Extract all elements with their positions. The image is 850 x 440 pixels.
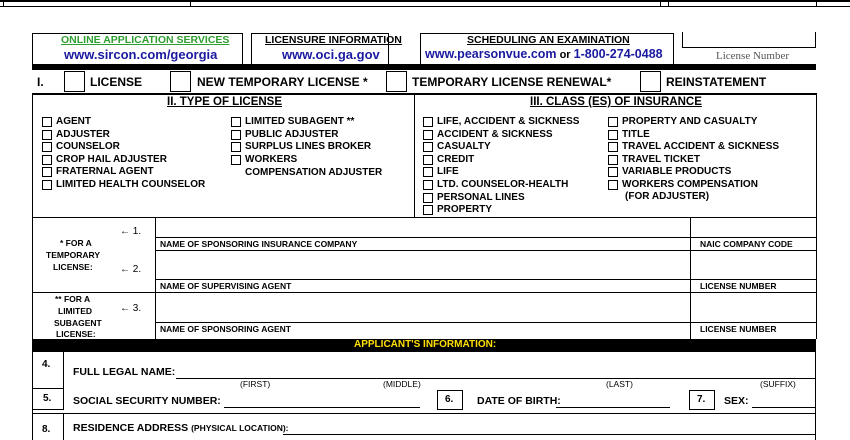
license-type-checkbox[interactable] (42, 117, 52, 127)
insurance-class-checkbox[interactable] (608, 155, 618, 165)
license-type-label: PUBLIC ADJUSTER (245, 128, 339, 140)
full-legal-name-label: FULL LEGAL NAME: (73, 366, 176, 378)
insurance-class-label: PERSONAL LINES (437, 191, 525, 203)
temp-license-note-2: TEMPORARY (46, 250, 100, 260)
field-line (752, 407, 816, 408)
top-divider (190, 0, 191, 7)
insurance-class-label: TRAVEL TICKET (622, 153, 700, 165)
arrow-1: ← 1. (120, 226, 142, 237)
naic-code-input[interactable] (691, 218, 816, 238)
sponsoring-company-label: NAME OF SPONSORING INSURANCE COMPANY (160, 239, 358, 249)
section1-roman: I. (37, 75, 44, 89)
temp-renewal-label: TEMPORARY LICENSE RENEWAL* (412, 75, 612, 89)
license-type-checkbox[interactable] (42, 167, 52, 177)
insurance-class-label: CASUALTY (437, 141, 491, 153)
insurance-class-checkbox[interactable] (423, 193, 433, 203)
sponsoring-agent-input[interactable] (156, 293, 690, 323)
row-number-5: 5. (43, 393, 52, 404)
reinstatement-label: REINSTATEMENT (666, 75, 767, 89)
online-services-box (32, 33, 243, 66)
new-temp-license-label: NEW TEMPORARY LICENSE * (197, 75, 368, 89)
license-number-input[interactable] (682, 32, 816, 48)
insurance-class-label: LIFE (437, 166, 459, 178)
license-type-label: AGENT (56, 116, 91, 127)
sex-label: SEX: (724, 395, 749, 407)
license-type-checkbox[interactable] (231, 130, 241, 140)
license-type-checkbox[interactable] (42, 142, 52, 152)
new-temp-license-checkbox[interactable] (170, 71, 191, 92)
ssn-input[interactable] (224, 392, 420, 408)
full-legal-name-input[interactable] (176, 362, 816, 379)
insurance-class-adjuster-note: (FOR ADJUSTER) (625, 191, 710, 202)
licensure-box (251, 33, 402, 66)
section-rule (32, 93, 816, 95)
insurance-class-checkbox[interactable] (423, 167, 433, 177)
supervising-license-input[interactable] (691, 251, 816, 279)
temp-license-note-1: * FOR A (60, 238, 92, 248)
insurance-class-label: ACCIDENT & SICKNESS (437, 128, 553, 140)
insurance-class-label: LIFE, ACCIDENT & SICKNESS (437, 116, 580, 127)
field-line (556, 407, 670, 408)
row-number-8: 8. (42, 424, 51, 435)
insurance-class-label: PROPERTY AND CASUALTY (622, 116, 758, 127)
license-type-label: FRATERNAL AGENT (56, 166, 154, 178)
arrow-3: ← 3. (120, 303, 142, 314)
sponsoring-company-input[interactable] (156, 218, 690, 238)
field-line (155, 322, 816, 323)
field-line (283, 434, 816, 435)
top-divider (816, 0, 817, 7)
row-divider (63, 352, 64, 388)
license-type-label: CROP HAIL ADJUSTER (56, 153, 167, 165)
residence-address-text: RESIDENCE ADDRESS (73, 422, 189, 434)
arrow-2: ← 2. (120, 264, 142, 275)
row-number-6-box (437, 390, 463, 410)
suffix-caption: (SUFFIX) (760, 379, 796, 389)
subagent-note-2: LIMITED (58, 306, 92, 316)
row-number-7: 7. (697, 394, 706, 405)
subagent-note-3: SUBAGENT (54, 318, 102, 328)
top-divider (668, 0, 669, 7)
license-number-label: License Number (716, 50, 789, 62)
row-number-6: 6. (445, 394, 454, 405)
license-type-label: LIMITED HEALTH COUNSELOR (56, 179, 206, 190)
box-edge (816, 217, 817, 339)
applicant-header-label: APPLICANT'S INFORMATION: (354, 339, 497, 350)
dob-label: DATE OF BIRTH: (477, 395, 561, 407)
license-type-label: LIMITED SUBAGENT ** (245, 116, 355, 127)
license-label: LICENSE (90, 75, 143, 89)
scheduling-phone: 1-800-274-0488 (573, 47, 663, 61)
field-line (176, 378, 816, 379)
top-divider (3, 0, 4, 7)
license-type-label: ADJUSTER (56, 128, 110, 140)
middle-name-caption: (MIDDLE) (383, 379, 421, 389)
licensure-url[interactable]: www.oci.ga.gov (282, 47, 380, 62)
physical-location-text: (PHYSICAL LOCATION): (191, 423, 289, 433)
box-edge (816, 93, 817, 218)
insurance-class-label: WORKERS COMPENSATION (622, 179, 758, 190)
sponsoring-agent-label: NAME OF SPONSORING AGENT (160, 324, 291, 334)
insurance-class-checkbox[interactable] (423, 130, 433, 140)
row-divider (63, 413, 64, 440)
row-number-5-box (32, 388, 64, 410)
dob-input[interactable] (556, 392, 670, 408)
insurance-class-checkbox[interactable] (608, 117, 618, 127)
last-name-caption: (LAST) (606, 379, 633, 389)
scheduling-url[interactable]: www.pearsonvue.com (425, 47, 557, 61)
field-line (155, 279, 816, 280)
insurance-class-label: TRAVEL ACCIDENT & SICKNESS (622, 141, 780, 153)
license-checkbox[interactable] (64, 71, 85, 92)
section-rule (32, 64, 816, 70)
insurance-class-checkbox[interactable] (608, 167, 618, 177)
top-divider (660, 0, 661, 7)
insurance-class-checkbox[interactable] (423, 117, 433, 127)
insurance-class-label: LTD. COUNSELOR-HEALTH (437, 179, 569, 190)
ssn-label: SOCIAL SECURITY NUMBER: (73, 395, 221, 407)
insurance-class-checkbox[interactable] (423, 155, 433, 165)
sex-input[interactable] (752, 392, 816, 408)
top-border (0, 0, 850, 2)
insurance-class-checkbox[interactable] (608, 130, 618, 140)
insurance-class-checkbox[interactable] (423, 142, 433, 152)
license-type-checkbox[interactable] (42, 155, 52, 165)
temp-renewal-checkbox[interactable] (386, 71, 407, 92)
supervising-agent-input[interactable] (156, 251, 690, 279)
subagent-note-1: ** FOR A (55, 294, 91, 304)
scheduling-box (420, 33, 674, 66)
insurance-class-checkbox[interactable] (608, 180, 618, 190)
row-number-4: 4. (42, 359, 51, 370)
applicant-header (32, 339, 816, 352)
insurance-class-label: PROPERTY (437, 204, 493, 216)
class-of-insurance-title: III. CLASS (ES) OF INSURANCE (530, 96, 702, 108)
license-type-checkbox[interactable] (42, 180, 52, 190)
insurance-class-label: TITLE (622, 128, 650, 140)
type-of-license-title: II. TYPE OF LICENSE (167, 96, 283, 108)
naic-code-label: NAIC COMPANY CODE (700, 239, 793, 249)
field-line (224, 407, 420, 408)
first-name-caption: (FIRST) (240, 379, 271, 389)
license-type-label: COUNSELOR (56, 141, 120, 153)
temp-license-note-3: LICENSE: (53, 262, 93, 272)
online-services-title: ONLINE APPLICATION SERVICES (61, 34, 230, 46)
box-divider (414, 95, 415, 218)
sponsoring-agent-license-label: LICENSE NUMBER (700, 324, 777, 334)
license-type-label: SURPLUS LINES BROKER (245, 141, 372, 153)
row-number-7-box (689, 390, 715, 410)
residence-address-label (73, 422, 289, 434)
reinstatement-checkbox[interactable] (640, 71, 661, 92)
box-edge (32, 217, 33, 339)
supervising-license-label: LICENSE NUMBER (700, 281, 777, 291)
field-line (32, 413, 816, 414)
supervising-agent-label: NAME OF SUPERVISING AGENT (160, 281, 292, 291)
license-type-checkbox[interactable] (231, 155, 241, 165)
scheduling-or: or (556, 49, 574, 61)
licensure-title: LICENSURE INFORMATION (265, 34, 402, 46)
insurance-class-label: VARIABLE PRODUCTS (622, 166, 732, 178)
insurance-class-checkbox[interactable] (423, 205, 433, 215)
insurance-class-checkbox[interactable] (608, 142, 618, 152)
license-type-label: WORKERS (245, 153, 298, 165)
insurance-class-label: CREDIT (437, 153, 475, 165)
subagent-note-4: LICENSE: (56, 329, 96, 339)
license-type-checkbox[interactable] (231, 142, 241, 152)
license-type-workers-comp-line2: COMPENSATION ADJUSTER (245, 167, 383, 178)
online-services-url[interactable]: www.sircon.com/georgia (64, 47, 218, 62)
insurance-class-checkbox[interactable] (423, 180, 433, 190)
scheduling-title: SCHEDULING AN EXAMINATION (467, 34, 630, 46)
residence-address-input[interactable] (283, 420, 816, 435)
license-type-checkbox[interactable] (42, 130, 52, 140)
box-edge (32, 93, 33, 218)
sponsoring-agent-license-input[interactable] (691, 293, 816, 323)
license-type-checkbox[interactable] (231, 117, 241, 127)
top-border-2 (0, 6, 850, 7)
